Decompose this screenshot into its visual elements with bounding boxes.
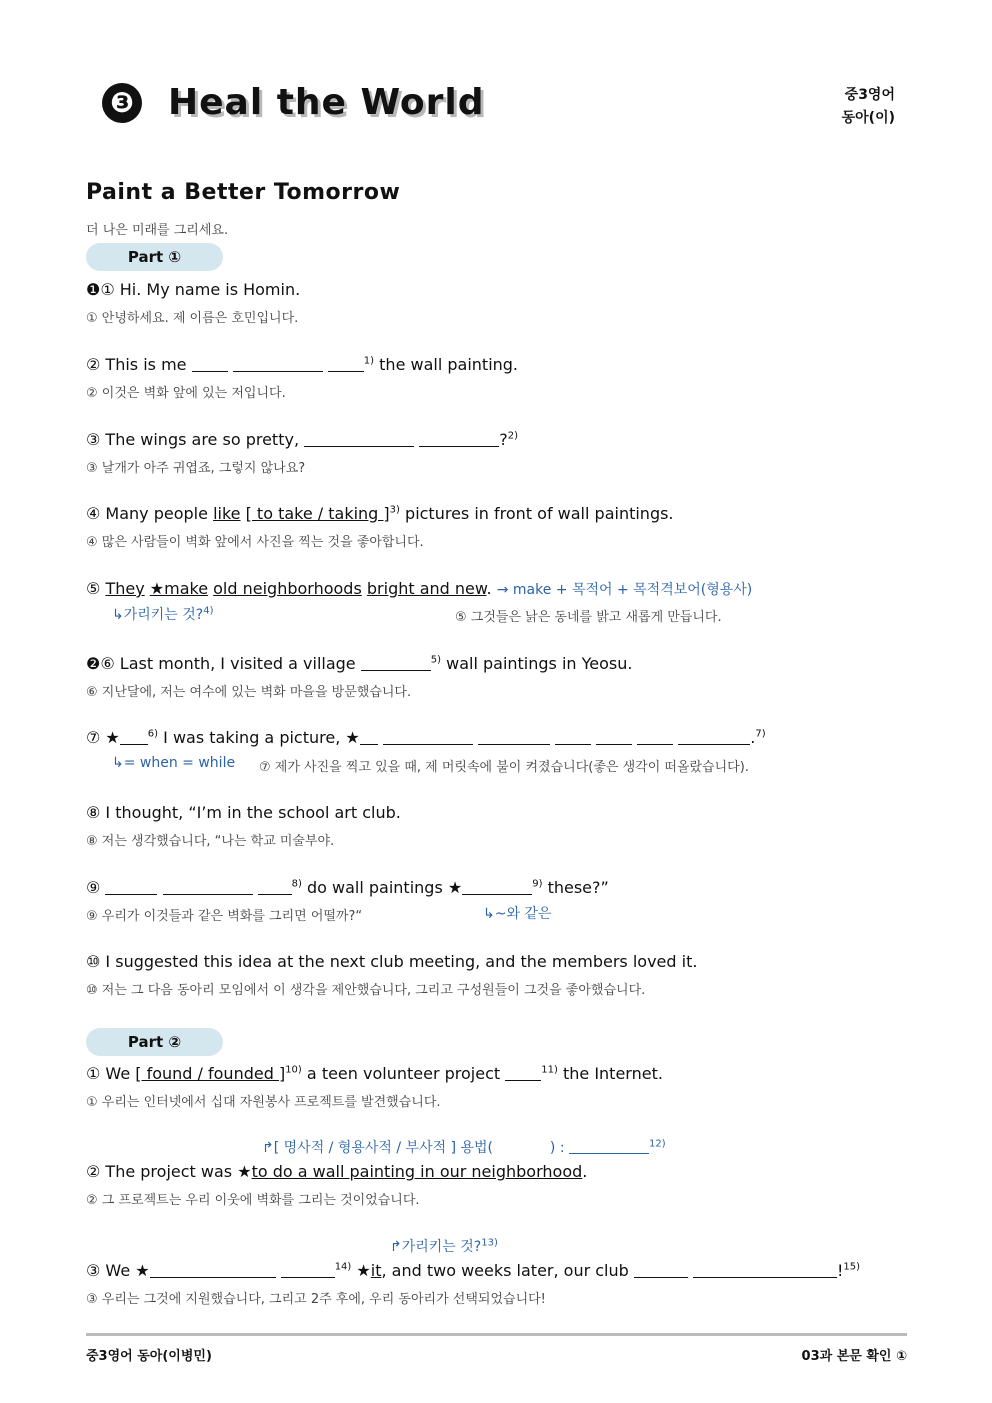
star-mark: ★ (447, 878, 463, 897)
sentence-10-korean: ⑩ 저는 그 다음 동아리 모임에서 이 생각을 제안했습니다, 그리고 구성원들이 그것을 좋아했습니다. (86, 983, 646, 998)
part2-sentence-2-lead: ② The project was (86, 1162, 233, 1181)
part-1-label: Part ① (86, 243, 223, 271)
answer-blank[interactable] (505, 1066, 541, 1081)
sentence-7-lead: ⑦ ★ (86, 728, 120, 747)
sentence-9 (86, 878, 609, 897)
sentence-7-korean: ⑦ 제가 사진을 찍고 있을 때, 제 머릿속에 불이 켜졌습니다(좋은 생각이 떠올랐습니다). (259, 760, 749, 775)
part2-sentence-1-mid: a teen volunteer project (306, 1064, 501, 1083)
sentence-2 (86, 355, 518, 374)
synonym-note: ↳= when = while (112, 755, 236, 771)
sentence-10: ⑩ I suggested this idea at the next club meeting, and the members loved it. (86, 952, 698, 971)
answer-blank[interactable] (478, 730, 550, 745)
sentence-9-lead: ⑨ (86, 878, 101, 897)
pointer-note (390, 1236, 498, 1256)
blank-number: 7) (755, 728, 766, 740)
sentence-8: ⑧ I thought, “I’m in the school art club. (86, 803, 401, 822)
answer-blank[interactable] (569, 1139, 649, 1154)
blank-number: 15) (843, 1261, 861, 1273)
choice-options[interactable]: [ found / founded ] (135, 1064, 286, 1083)
underlined-phrase: to do a wall painting in our neighborhood (251, 1162, 583, 1181)
grade-label: 중3영어 (844, 87, 895, 103)
sentence-3-lead: ③ The wings are so pretty, (86, 430, 300, 449)
answer-blank[interactable] (258, 880, 292, 895)
answer-blank[interactable] (233, 357, 323, 372)
sentence-7-mid: I was taking a picture, (163, 728, 341, 747)
sentence-2-tail: the wall painting. (379, 355, 519, 374)
star-mark: ★ (237, 1162, 252, 1181)
meaning-note: ↳~와 같은 (483, 906, 552, 922)
part2-sentence-3-korean: ③ 우리는 그것에 지원했습니다, 그리고 2주 후에, 우리 동아리가 선택되었습니다! (86, 1292, 546, 1307)
part2-sentence-3-lead: ③ We ★ (86, 1261, 150, 1280)
grammar-note: → make + 목적어 + 목적격보어(형용사) (496, 582, 753, 598)
part2-sentence-1 (86, 1064, 663, 1083)
answer-blank[interactable] (150, 1263, 276, 1278)
period: . (582, 1162, 588, 1181)
blank-number: 4) (203, 605, 214, 617)
sentence-9-mid: do wall paintings (306, 878, 443, 897)
sentence-2-korean: ② 이것은 벽화 앞에 있는 저입니다. (86, 386, 286, 401)
lesson-number-badge: ❸ (102, 83, 142, 123)
answer-blank[interactable] (419, 432, 499, 447)
answer-blank[interactable] (596, 730, 632, 745)
blank-number: 13) (481, 1237, 498, 1249)
sentence-3: ③ The wings are so pretty, ?$^{2)}$ (86, 430, 518, 449)
sentence-6 (86, 654, 632, 673)
answer-blank[interactable] (361, 656, 431, 671)
sentence-8-korean: ⑧ 저는 생각했습니다, “나는 학교 미술부야. (86, 834, 335, 849)
part2-sentence-1-tail: the Internet. (562, 1064, 663, 1083)
sentence-1: ❶① Hi. My name is Homin. (86, 280, 301, 299)
blank-number: 2) (507, 430, 518, 442)
answer-blank[interactable] (462, 880, 532, 895)
star-mark: ★ (356, 1261, 371, 1280)
sentence-9-tail: these?” (547, 878, 609, 897)
blank-number: 8) (291, 878, 302, 890)
usage-question-paren: ) : (549, 1140, 565, 1156)
answer-blank[interactable] (328, 357, 364, 372)
publisher-label: 동아(이) (841, 110, 895, 126)
sentence-3-korean: ③ 날개가 아주 귀엽죠, 그렇지 않나요? (86, 461, 306, 476)
lesson-title: Heal the World (168, 82, 485, 123)
section-title-korean: 더 나은 미래를 그리세요. (86, 223, 229, 238)
blank-number: 11) (541, 1064, 558, 1076)
sentence-6-tail: wall paintings in Yeosu. (446, 654, 633, 673)
answer-blank[interactable] (304, 432, 414, 447)
answer-blank[interactable] (120, 730, 148, 745)
answer-blank[interactable] (105, 880, 157, 895)
blank-number: 12) (649, 1138, 666, 1150)
choice-options[interactable]: [ to take / taking ] (245, 504, 390, 523)
period: . (486, 579, 492, 598)
part2-sentence-2 (86, 1162, 587, 1181)
answer-blank[interactable] (192, 357, 228, 372)
footer-right: 03과 본문 확인 ① (801, 1349, 907, 1364)
sentence-9-korean: ⑨ 우리가 이것들과 같은 벽화를 그리면 어떨까?“ (86, 909, 363, 924)
sentence-4 (86, 504, 674, 523)
exclamation: ! (836, 1261, 844, 1280)
answer-blank[interactable] (555, 730, 591, 745)
answer-blank[interactable] (637, 730, 673, 745)
underlined-word: it (370, 1261, 382, 1280)
blank-number: 6) (147, 728, 159, 740)
blank-number: 1) (363, 355, 375, 367)
star-mark: ★ (345, 728, 360, 747)
sentence-7: ⑦ ★ $^{6)}$ I was taking a picture, ★ .$^{7)}$ (86, 728, 766, 747)
section-title: Paint a Better Tomorrow (86, 180, 401, 205)
footer-divider (86, 1333, 907, 1336)
blank-number: 10) (285, 1064, 302, 1076)
part2-sentence-3-mid: , and two weeks later, our club (381, 1261, 629, 1280)
underlined-word: like (213, 504, 241, 523)
sentence-5-number: ⑤ (86, 579, 101, 598)
part2-sentence-3 (86, 1261, 860, 1280)
sentence-6-lead: ❷⑥ Last month, I visited a village (86, 654, 356, 673)
pointer-note-text: ↳가리키는 것? (112, 607, 204, 623)
blank-number: 5) (430, 654, 442, 666)
underlined-complement: bright and new (366, 579, 487, 598)
usage-question-text: ↱[ 명사적 / 형용사적 / 부사적 ] 용법( (262, 1140, 493, 1156)
answer-blank[interactable] (634, 1263, 688, 1278)
answer-blank[interactable] (693, 1263, 837, 1278)
sentence-2-lead: ② This is me (86, 355, 187, 374)
starred-verb: ★make (149, 579, 209, 598)
underlined-subject: They (105, 579, 145, 598)
part2-sentence-1-korean: ① 우리는 인터넷에서 십대 자원봉사 프로젝트를 발견했습니다. (86, 1095, 441, 1110)
answer-blank[interactable] (281, 1263, 335, 1278)
sentence-4-lead: ④ Many people (86, 504, 208, 523)
sentence-5 (86, 579, 752, 599)
part-2-label: Part ② (86, 1028, 223, 1056)
sentence-4-tail: pictures in front of wall paintings. (405, 504, 674, 523)
blank-number: 14) (334, 1261, 352, 1273)
part2-sentence-2-korean: ② 그 프로젝트는 우리 이웃에 벽화를 그리는 것이었습니다. (86, 1193, 420, 1208)
answer-blank[interactable] (678, 730, 750, 745)
sentence-4-korean: ④ 많은 사람들이 벽화 앞에서 사진을 찍는 것을 좋아합니다. (86, 535, 424, 550)
answer-blank[interactable] (360, 730, 378, 745)
underlined-object: old neighborhoods (213, 579, 362, 598)
sentence-1-korean: ① 안녕하세요. 제 이름은 호민입니다. (86, 311, 299, 326)
pointer-note (112, 604, 214, 624)
answer-blank[interactable] (163, 880, 253, 895)
pointer-note-text: ↱가리키는 것? (390, 1239, 482, 1255)
sentence-5-korean: ⑤ 그것들은 낡은 동네를 밝고 새롭게 만듭니다. (455, 610, 722, 625)
blank-number: 9) (532, 878, 543, 890)
sentence-6-korean: ⑥ 지난달에, 저는 여수에 있는 벽화 마을을 방문했습니다. (86, 685, 412, 700)
usage-question-note (262, 1137, 666, 1157)
blank-number: 3) (389, 504, 400, 516)
footer-left: 중3영어 동아(이병민) (86, 1349, 212, 1364)
part2-sentence-1-lead: ① We (86, 1064, 131, 1083)
answer-blank[interactable] (383, 730, 473, 745)
